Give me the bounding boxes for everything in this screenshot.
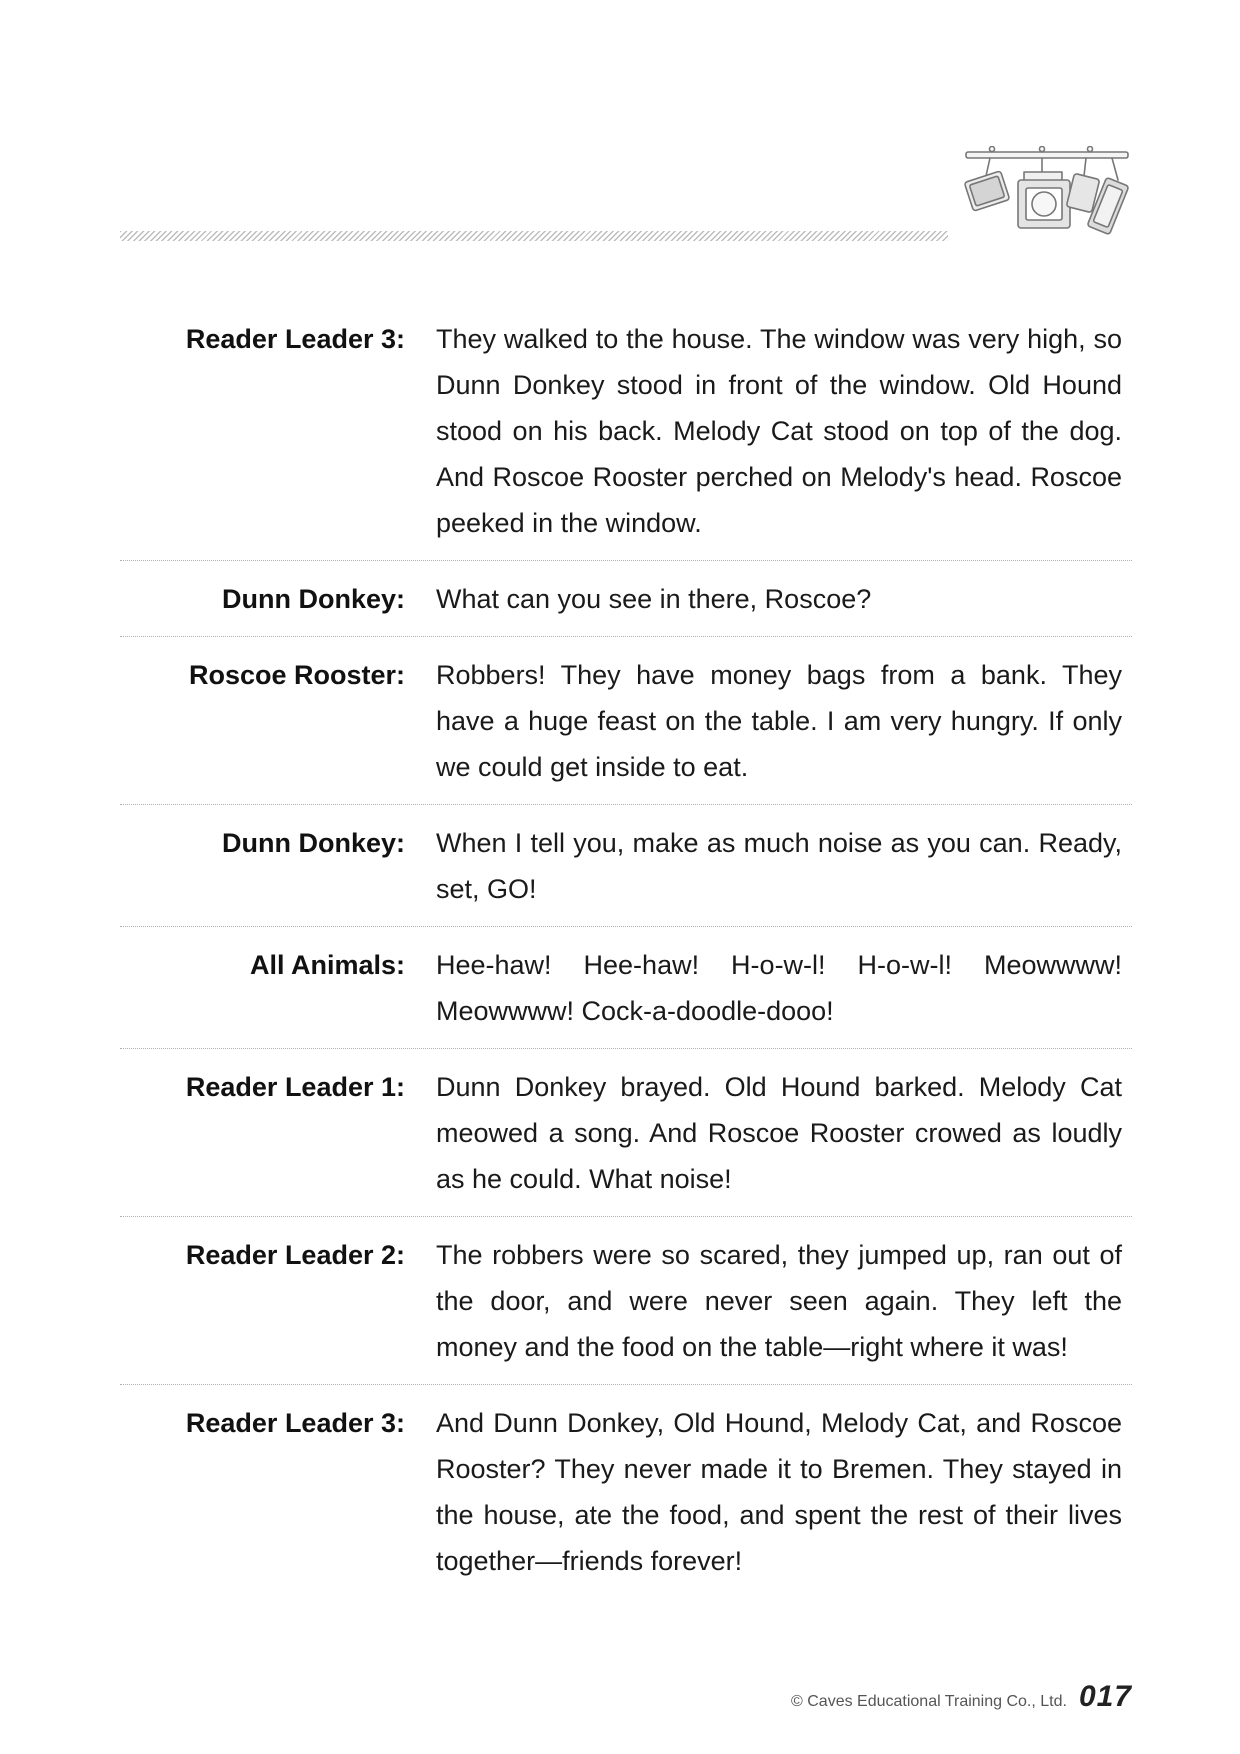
speaker-name: All Animals:: [249, 950, 405, 980]
dialogue-line: Dunn Donkey brayed. Old Hound barked. Melody Cat meowed a song. And Roscoe Rooster crowed as loudly as he could. What noise!: [436, 1072, 1122, 1194]
dialogue-line: Robbers! They have money bags from a bank. They have a huge feast on the table. I am very hungry. If only we could get inside to eat.: [436, 660, 1122, 782]
script-dialogue: [120, 302, 1132, 1598]
speaker-name: Reader Leader 2:: [185, 1240, 405, 1270]
dialogue-line: What can you see in there, Roscoe?: [436, 584, 872, 614]
dialogue-row: [120, 636, 1132, 804]
dialogue-row: [120, 1384, 1132, 1598]
dialogue-line: And Dunn Donkey, Old Hound, Melody Cat, and Roscoe Rooster? They never made it to Bremen. They stayed in the house, ate the food, and spent the rest of their lives together—friends forever!: [436, 1408, 1122, 1576]
dialogue-line: When I tell you, make as much noise as you can. Ready, set, GO!: [436, 828, 1122, 904]
header-divider: [120, 231, 948, 241]
dialogue-row: [120, 1048, 1132, 1216]
dialogue-row: [120, 560, 1132, 636]
speaker-name: Reader Leader 3:: [185, 324, 405, 354]
dialogue-row: [120, 926, 1132, 1048]
dialogue-line: The robbers were so scared, they jumped up, ran out of the door, and were never seen again. They left the money and the food on the table—right where it was!: [436, 1240, 1122, 1362]
dialogue-row: [120, 1216, 1132, 1384]
speaker-name: Roscoe Rooster:: [188, 660, 405, 690]
page-footer: [791, 1680, 1132, 1714]
speaker-name: Dunn Donkey:: [221, 828, 405, 858]
speaker-name: Reader Leader 3:: [185, 1408, 405, 1438]
dialogue-row: [120, 302, 1132, 560]
speaker-name: Dunn Donkey:: [221, 584, 405, 614]
dialogue-row: [120, 804, 1132, 926]
stage-lights-icon: [962, 146, 1132, 248]
copyright-notice: © Caves Educational Training Co., Ltd.: [791, 1693, 1067, 1710]
speaker-name: Reader Leader 1:: [185, 1072, 405, 1102]
dialogue-line: Hee-haw! Hee-haw! H-o-w-l! H-o-w-l! Meowwww! Meowwww! Cock-a-doodle-dooo!: [436, 950, 1122, 1026]
dialogue-line: They walked to the house. The window was very high, so Dunn Donkey stood in front of the window. Old Hound stood on his back. Melody Cat stood on top of the dog. And Roscoe Rooster perched on Melody's head. Roscoe peeked in the window.: [436, 324, 1122, 538]
page-number: 017: [1078, 1680, 1132, 1713]
